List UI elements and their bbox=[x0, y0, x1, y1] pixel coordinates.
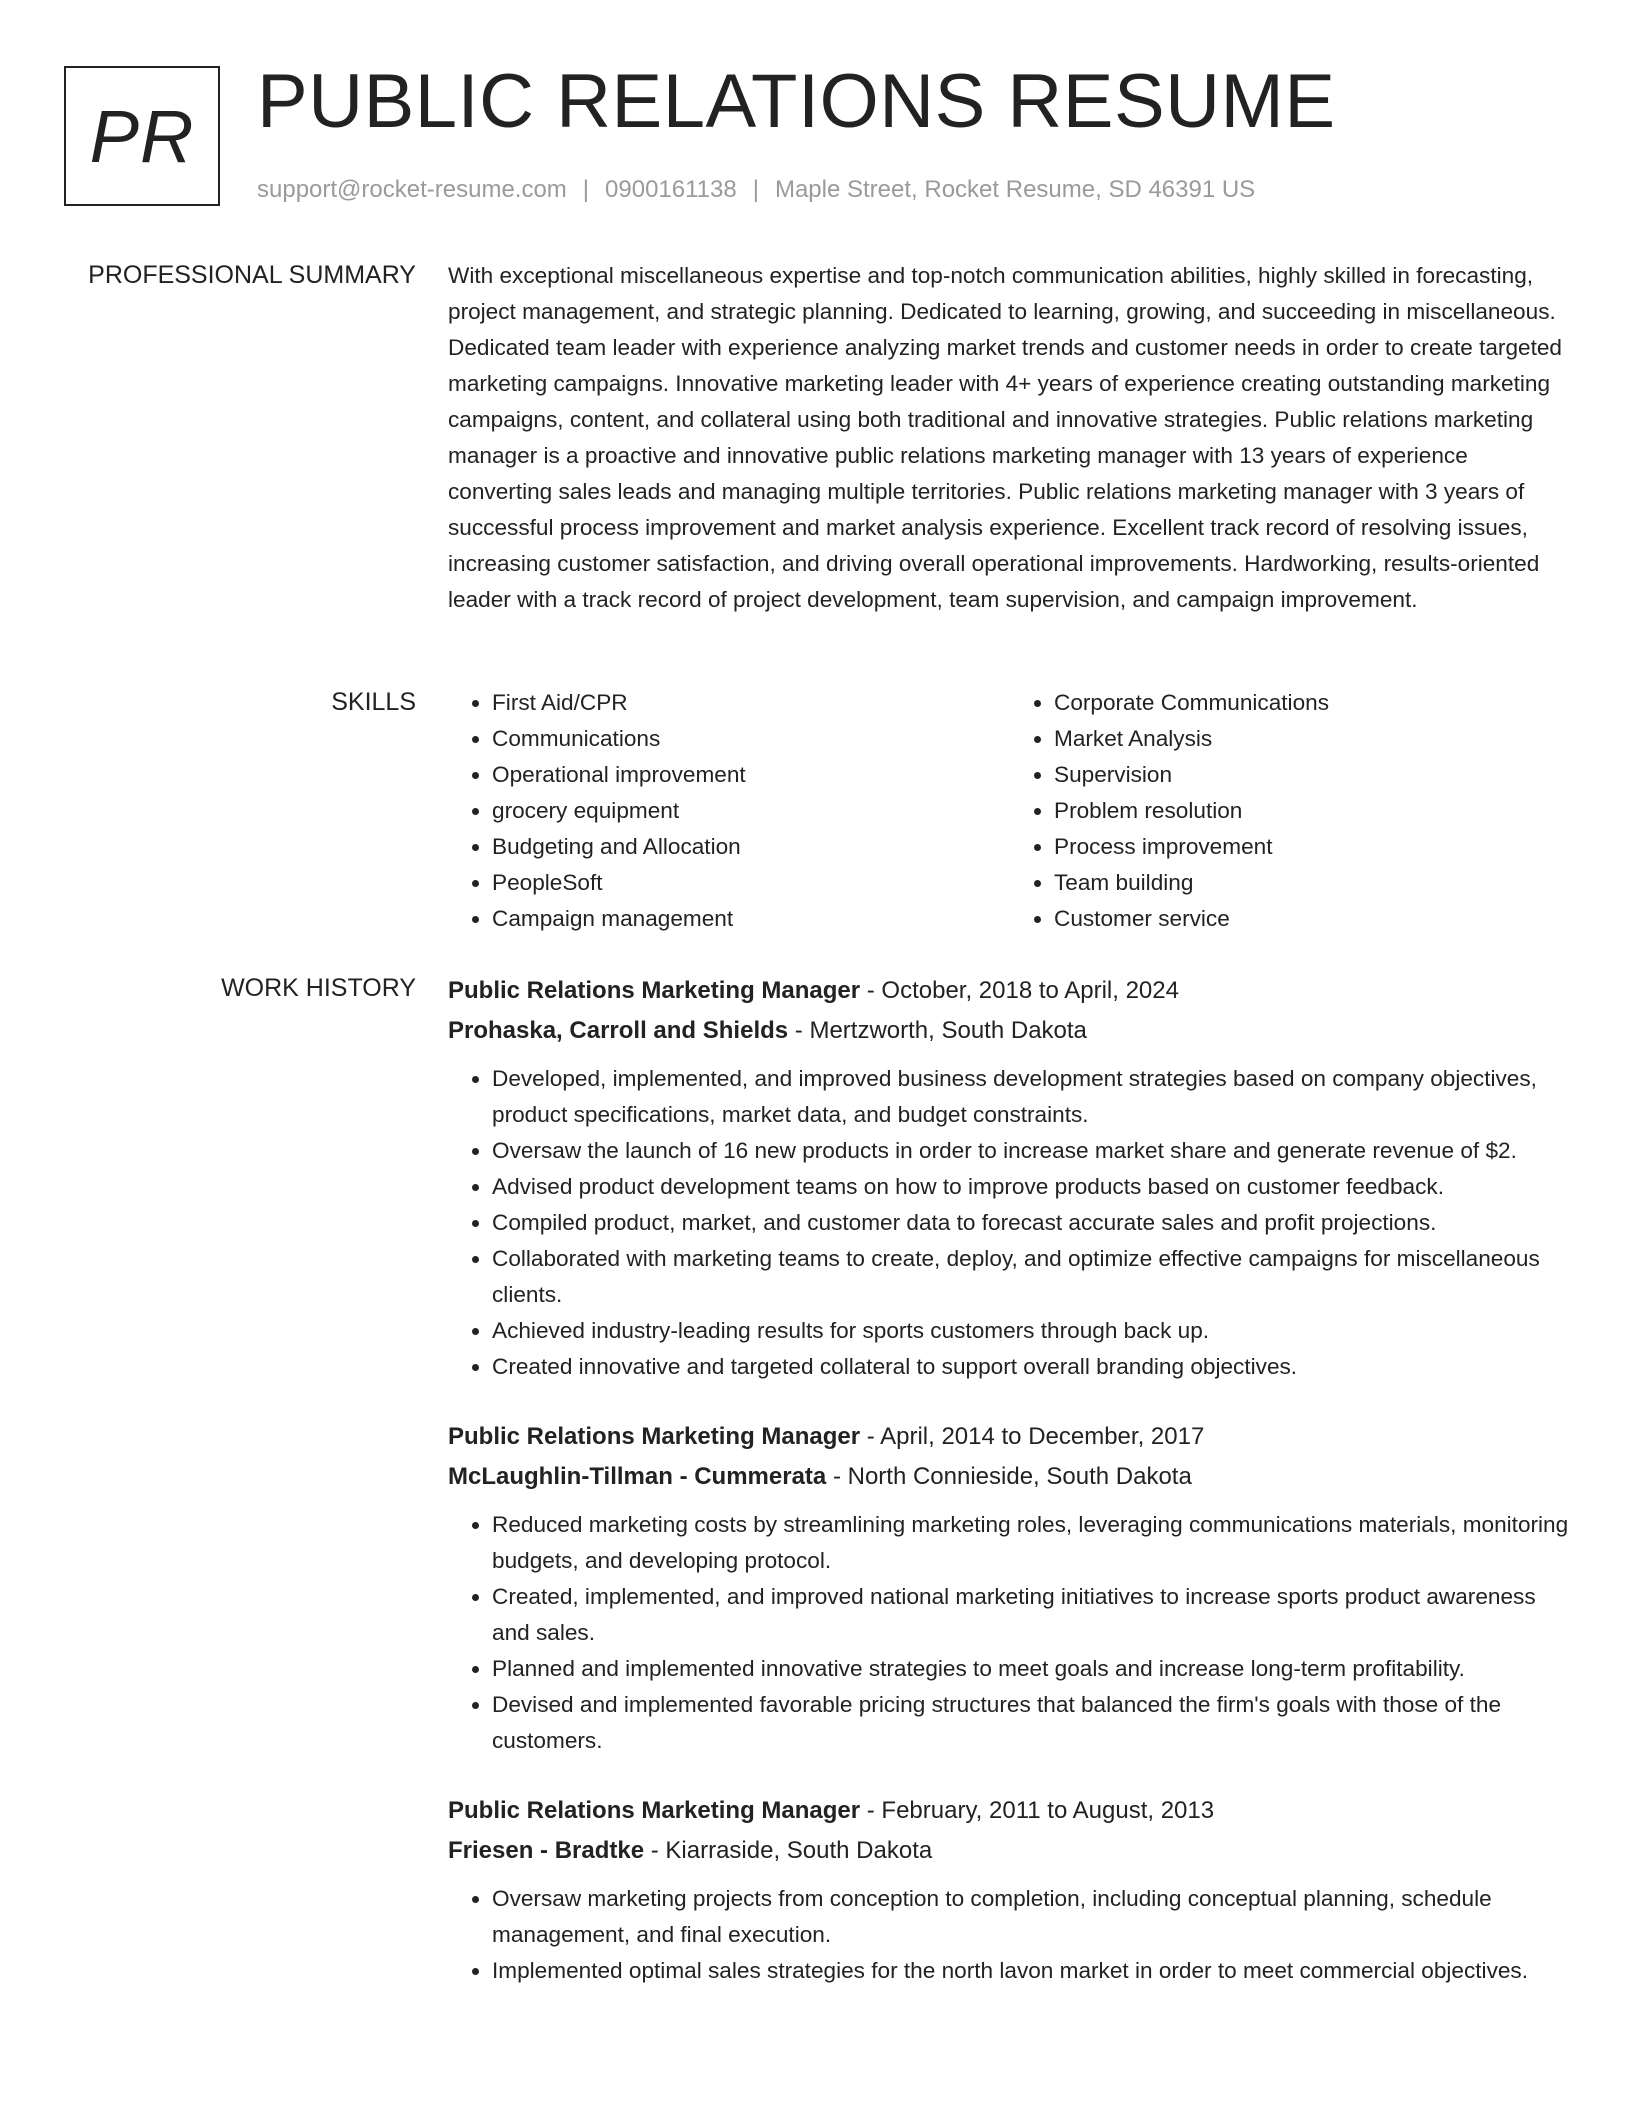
skill-item: • Problem resolution bbox=[1054, 793, 1572, 829]
skill-item: • Budgeting and Allocation bbox=[492, 829, 1010, 865]
job-bullet: • Developed, implemented, and improved business development strategies based on company objectives, product specifications, market data, and budget constraints. bbox=[492, 1061, 1572, 1133]
job-company-line bbox=[448, 1831, 1572, 1871]
skill-item: • Market Analysis bbox=[1054, 721, 1572, 757]
resume-title: PUBLIC RELATIONS RESUME bbox=[257, 59, 1336, 144]
skill-item: • Customer service bbox=[1054, 901, 1572, 937]
job-company: Friesen - Bradtke bbox=[448, 1837, 645, 1864]
job-bullet-list bbox=[448, 1507, 1572, 1759]
skills-label: SKILLS bbox=[331, 688, 416, 716]
job-title-line bbox=[448, 971, 1572, 1011]
job-bullet: • Collaborated with marketing teams to create, deploy, and optimize effective campaigns for miscellaneous clients. bbox=[492, 1241, 1572, 1313]
skill-item: • First Aid/CPR bbox=[492, 685, 1010, 721]
job-bullet: • Achieved industry-leading results for sports customers through back up. bbox=[492, 1313, 1572, 1349]
job-entry bbox=[448, 971, 1572, 1385]
skill-item: • grocery equipment bbox=[492, 793, 1010, 829]
skill-item: • Process improvement bbox=[1054, 829, 1572, 865]
job-bullet: • Created, implemented, and improved national marketing initiatives to increase sports product awareness and sales. bbox=[492, 1579, 1572, 1651]
skill-item: • PeopleSoft bbox=[492, 865, 1010, 901]
job-location: - Mertzworth, South Dakota bbox=[788, 1017, 1087, 1044]
job-bullet-list bbox=[448, 1881, 1572, 1989]
skill-item: • Campaign management bbox=[492, 901, 1010, 937]
job-company-line bbox=[448, 1011, 1572, 1051]
job-bullet: • Devised and implemented favorable pricing structures that balanced the firm's goals with those of the customers. bbox=[492, 1687, 1572, 1759]
job-entry bbox=[448, 1791, 1572, 1989]
contact-line bbox=[257, 174, 1255, 206]
job-bullet-list bbox=[448, 1061, 1572, 1385]
work-history-label: WORK HISTORY bbox=[221, 974, 416, 1002]
skill-item: • Corporate Communications bbox=[1054, 685, 1572, 721]
monogram-initials: PR bbox=[89, 94, 195, 178]
skills-list-right bbox=[1010, 685, 1572, 937]
job-bullet: • Implemented optimal sales strategies for the north lavon market in order to meet commercial objectives. bbox=[492, 1953, 1572, 1989]
job-bullet: • Planned and implemented innovative strategies to meet goals and increase long-term profitability. bbox=[492, 1651, 1572, 1687]
job-bullet: • Created innovative and targeted collateral to support overall branding objectives. bbox=[492, 1349, 1572, 1385]
skill-item: • Communications bbox=[492, 721, 1010, 757]
contact-address: Maple Street, Rocket Resume, SD 46391 US bbox=[774, 176, 1256, 203]
job-bullet: • Compiled product, market, and customer data to forecast accurate sales and profit projections. bbox=[492, 1205, 1572, 1241]
job-dates: - October, 2018 to April, 2024 bbox=[860, 977, 1179, 1004]
job-location: - North Connieside, South Dakota bbox=[826, 1463, 1192, 1490]
skill-item: • Supervision bbox=[1054, 757, 1572, 793]
job-bullet: • Reduced marketing costs by streamlining marketing roles, leveraging communications materials, monitoring budgets, and developing protocol. bbox=[492, 1507, 1572, 1579]
job-title: Public Relations Marketing Manager bbox=[448, 1423, 861, 1450]
job-dates: - February, 2011 to August, 2013 bbox=[860, 1797, 1215, 1824]
job-title-line bbox=[448, 1791, 1572, 1831]
contact-separator: | bbox=[752, 176, 759, 203]
job-dates: - April, 2014 to December, 2017 bbox=[860, 1423, 1205, 1450]
job-title: Public Relations Marketing Manager bbox=[448, 1797, 861, 1824]
job-bullet: • Oversaw marketing projects from conception to completion, including conceptual planning, schedule management, and final execution. bbox=[492, 1881, 1572, 1953]
job-title: Public Relations Marketing Manager bbox=[448, 977, 861, 1004]
job-bullet: • Oversaw the launch of 16 new products in order to increase market share and generate revenue of $2. bbox=[492, 1133, 1572, 1169]
monogram-box bbox=[64, 66, 220, 206]
job-entry bbox=[448, 1417, 1572, 1759]
skills-list-left bbox=[448, 685, 1010, 937]
contact-phone: 0900161138 bbox=[605, 176, 737, 203]
job-title-line bbox=[448, 1417, 1572, 1457]
summary-body bbox=[448, 258, 1572, 618]
job-company: Prohaska, Carroll and Shields bbox=[448, 1017, 789, 1044]
summary-label: PROFESSIONAL SUMMARY bbox=[88, 261, 416, 289]
skill-item: • Operational improvement bbox=[492, 757, 1010, 793]
contact-email: support@rocket-resume.com bbox=[257, 176, 567, 203]
job-bullet: • Advised product development teams on how to improve products based on customer feedback. bbox=[492, 1169, 1572, 1205]
skill-item: • Team building bbox=[1054, 865, 1572, 901]
skills-body bbox=[448, 685, 1572, 937]
job-company: McLaughlin-Tillman - Cummerata bbox=[448, 1463, 827, 1490]
jobs-container bbox=[448, 971, 1572, 2021]
contact-separator: | bbox=[582, 176, 590, 203]
job-company-line bbox=[448, 1457, 1572, 1497]
job-location: - Kiarraside, South Dakota bbox=[644, 1837, 933, 1864]
summary-text: With exceptional miscellaneous expertise and top-notch communication abilities, highly skilled in forecasting, project management, and strategic planning. Dedicated to learning, growing, and succeeding in miscellaneous. Dedicated team leader with experience analyzing market trends and customer needs in order to create targeted marketing campaigns. Innovative marketing leader with 4+ years of experience creating outstanding marketing campaigns, content, and collateral using both traditional and innovative strategies. Public relations marketing manager is a proactive and innovative public relations marketing manager with 13 years of experience converting sales leads and managing multiple territories. Public relations marketing manager with 3 years of successful process improvement and market analysis experience. Excellent track record of resolving issues, increasing customer satisfaction, and driving overall operational improvements. Hardworking, results-oriented leader with a track record of project development, team supervision, and campaign improvement. bbox=[448, 263, 1562, 612]
